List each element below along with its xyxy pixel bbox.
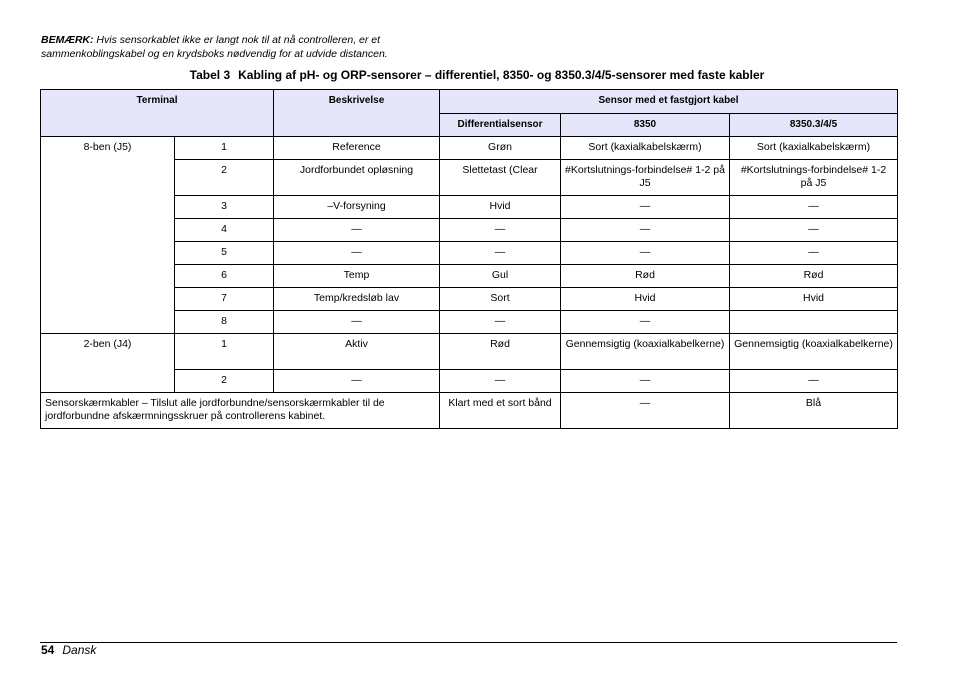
differential-cell: — xyxy=(440,242,561,265)
s8350-345-cell: — xyxy=(730,196,898,219)
differential-cell: Sort xyxy=(440,288,561,311)
s8350-345-cell: Sort (kaxialkabelskærm) xyxy=(730,137,898,160)
header-8350: 8350 xyxy=(561,114,730,137)
description-cell: Temp/kredsløb lav xyxy=(274,288,440,311)
differential-cell: Klart med et sort bånd xyxy=(440,393,561,429)
table-title: Kabling af pH- og ORP-sensorer – differentiel, 8350- og 8350.3/4/5-sensorer med faste kabler xyxy=(238,68,765,82)
s8350-cell: — xyxy=(561,242,730,265)
footer-divider xyxy=(40,642,897,643)
differential-cell: Gul xyxy=(440,265,561,288)
description-cell: Jordforbundet opløsning xyxy=(274,160,440,196)
page-number: 54 xyxy=(41,643,55,657)
table-row xyxy=(41,137,898,160)
group-label-j4: 2-ben (J4) xyxy=(41,334,175,393)
header-8350-345: 8350.3/4/5 xyxy=(730,114,898,137)
footer-language: Dansk xyxy=(62,643,97,657)
differential-cell: — xyxy=(440,219,561,242)
s8350-345-cell: Rød xyxy=(730,265,898,288)
s8350-cell: — xyxy=(561,311,730,334)
header-description: Beskrivelse xyxy=(274,90,440,137)
description-cell: Reference xyxy=(274,137,440,160)
wiring-table xyxy=(40,89,898,429)
s8350-345-cell: Gennemsigtig (koaxialkabelkerne) xyxy=(730,334,898,370)
header-sensor-group: Sensor med et fastgjort kabel xyxy=(440,90,898,114)
description-cell: Aktiv xyxy=(274,334,440,370)
description-cell: — xyxy=(274,311,440,334)
s8350-345-cell: — xyxy=(730,242,898,265)
note xyxy=(41,33,461,61)
s8350-345-cell xyxy=(730,311,898,334)
s8350-cell: Gennemsigtig (koaxialkabelkerne) xyxy=(561,334,730,370)
s8350-345-cell: — xyxy=(730,370,898,393)
pin-cell: 2 xyxy=(175,370,274,393)
differential-cell: Slettetast (Clear xyxy=(440,160,561,196)
description-cell: Temp xyxy=(274,265,440,288)
s8350-cell: — xyxy=(561,393,730,429)
description-cell: –V-forsyning xyxy=(274,196,440,219)
s8350-345-cell: #Kortslutnings-forbindelse# 1-2 på J5 xyxy=(730,160,898,196)
pin-cell: 6 xyxy=(175,265,274,288)
s8350-cell: Sort (kaxialkabelskærm) xyxy=(561,137,730,160)
description-cell: — xyxy=(274,219,440,242)
differential-cell: Rød xyxy=(440,334,561,370)
s8350-cell: Rød xyxy=(561,265,730,288)
pin-cell: 1 xyxy=(175,334,274,370)
s8350-345-cell: — xyxy=(730,219,898,242)
s8350-345-cell: Blå xyxy=(730,393,898,429)
table-row xyxy=(41,334,898,370)
page-footer xyxy=(41,643,96,657)
pin-cell: 3 xyxy=(175,196,274,219)
s8350-cell: Hvid xyxy=(561,288,730,311)
description-cell: — xyxy=(274,242,440,265)
table-number: Tabel 3 xyxy=(189,68,231,82)
pin-cell: 8 xyxy=(175,311,274,334)
differential-cell: Hvid xyxy=(440,196,561,219)
differential-cell: Grøn xyxy=(440,137,561,160)
description-cell: — xyxy=(274,370,440,393)
s8350-345-cell: Hvid xyxy=(730,288,898,311)
s8350-cell: — xyxy=(561,219,730,242)
s8350-cell: #Kortslutnings-forbindelse# 1-2 på J5 xyxy=(561,160,730,196)
shield-description-cell: Sensorskærmkabler – Tilslut alle jordforbundne/sensorskærmkabler til de jordforbundne afskærmningsskruer på controllerens kabinet. xyxy=(41,393,440,429)
pin-cell: 4 xyxy=(175,219,274,242)
header-differential: Differentialsensor xyxy=(440,114,561,137)
pin-cell: 7 xyxy=(175,288,274,311)
s8350-cell: — xyxy=(561,370,730,393)
pin-cell: 1 xyxy=(175,137,274,160)
table-caption xyxy=(0,68,954,82)
differential-cell: — xyxy=(440,311,561,334)
note-label: BEMÆRK: xyxy=(41,34,94,46)
table-row xyxy=(41,393,898,429)
header-terminal: Terminal xyxy=(41,90,274,137)
pin-cell: 2 xyxy=(175,160,274,196)
pin-cell: 5 xyxy=(175,242,274,265)
group-label-j5: 8-ben (J5) xyxy=(41,137,175,334)
note-text: Hvis sensorkablet ikke er langt nok til at nå controlleren, er et sammenkoblingskabel og en krydsboks nødvendig for at udvide distancen. xyxy=(41,34,388,60)
differential-cell: — xyxy=(440,370,561,393)
s8350-cell: — xyxy=(561,196,730,219)
